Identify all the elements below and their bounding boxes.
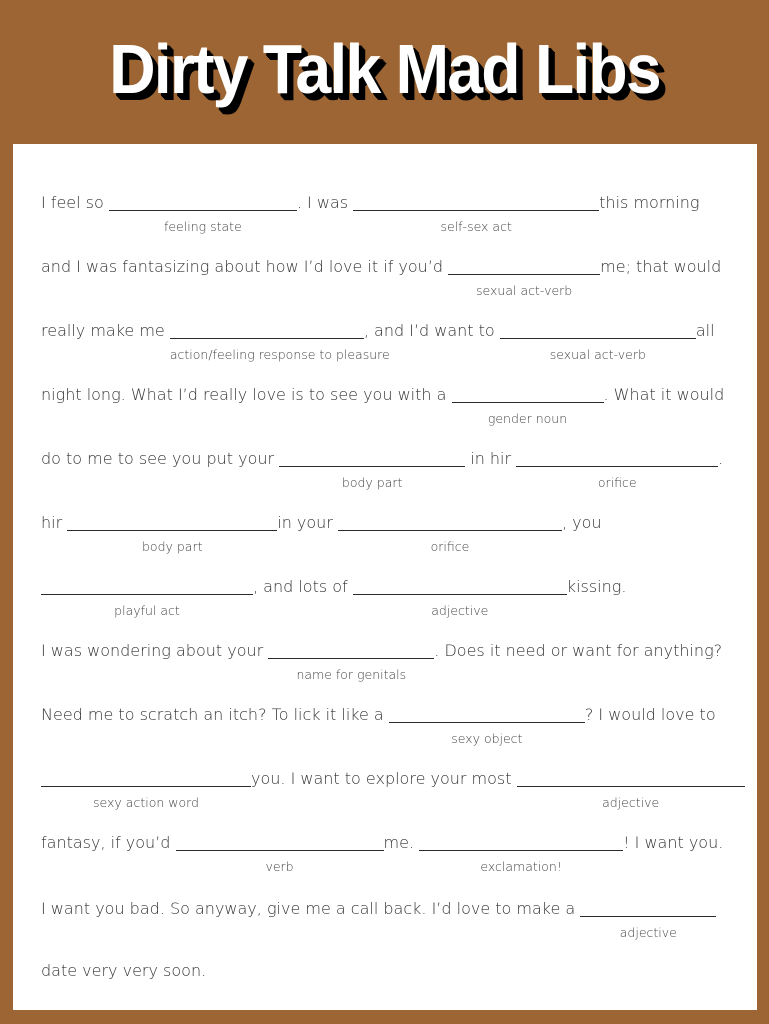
- story-line: [41, 830, 724, 874]
- blank-hint-label: sexy action word: [93, 795, 199, 810]
- blank-hint-label: action/feeling response to pleasure: [169, 347, 390, 362]
- story-text: and I was fantasizing about how I’d love it if you’d: [41, 257, 449, 276]
- blank-hint-label: body part: [141, 539, 203, 554]
- story-text: me; that would: [600, 257, 722, 276]
- blank-hint-label: sexual act-verb: [549, 347, 646, 362]
- story-line: [41, 254, 722, 298]
- story-line: [41, 896, 716, 940]
- fill-in-blank[interactable]: [176, 832, 384, 874]
- blank-hint-label: sexual act-verb: [476, 283, 573, 298]
- story-text: kissing.: [566, 577, 627, 596]
- story-text: all: [695, 321, 715, 340]
- story-text: in your: [277, 513, 338, 532]
- story-text: in hir: [465, 449, 517, 468]
- story-text: ! I want you.: [623, 833, 724, 852]
- story-line: [41, 574, 627, 618]
- blank-hint-label: self-sex act: [440, 219, 512, 234]
- story-line: [41, 446, 724, 490]
- story-text: really make me: [41, 321, 170, 340]
- fill-in-blank[interactable]: [389, 704, 585, 746]
- story-text: Need me to scratch an itch? To lick it like a: [41, 705, 389, 724]
- story-line: [41, 190, 700, 234]
- blank-hint-label: playful act: [114, 603, 180, 618]
- blank-hint-label: body part: [341, 475, 403, 490]
- story-text: , you: [561, 513, 602, 532]
- story-text: fantasy, if you’d: [41, 833, 176, 852]
- blank-hint-label: name for genitals: [296, 667, 407, 682]
- blank-hint-label: verb: [265, 859, 294, 874]
- fill-in-blank[interactable]: [279, 448, 465, 490]
- fill-in-blank[interactable]: [268, 640, 434, 682]
- story-text: ? I would love to: [584, 705, 716, 724]
- fill-in-blank[interactable]: [41, 768, 251, 810]
- fill-in-blank[interactable]: [500, 320, 696, 362]
- story-line: [41, 382, 725, 426]
- story-text: me.: [383, 833, 420, 852]
- blank-hint-label: adjective: [602, 795, 660, 810]
- story-text: I want you bad. So anyway, give me a call back. I’d love to make a: [41, 899, 581, 918]
- mad-libs-panel: [13, 144, 757, 1010]
- story-text: .: [718, 449, 724, 468]
- blank-hint-label: feeling state: [163, 219, 242, 234]
- blank-hint-label: exclamation!: [480, 859, 562, 874]
- fill-in-blank[interactable]: [41, 576, 253, 618]
- blank-hint-label: orifice: [597, 475, 637, 490]
- blank-hint-label: adjective: [619, 925, 677, 940]
- fill-in-blank[interactable]: [516, 448, 718, 490]
- blank-hint-label: orifice: [430, 539, 470, 554]
- story-line: [41, 766, 745, 810]
- blank-hint-label: gender noun: [487, 411, 568, 426]
- fill-in-blank[interactable]: [67, 512, 277, 554]
- fill-in-blank[interactable]: [517, 768, 745, 810]
- story-text: . Does it need or want for anything?: [434, 641, 723, 660]
- story-text: do to me to see you put your: [41, 449, 280, 468]
- story-text: hir: [41, 513, 68, 532]
- page-title: Dirty Talk Mad Libs: [109, 30, 660, 108]
- story-line: [41, 510, 602, 554]
- story-line: [41, 638, 723, 682]
- story-text: I was wondering about your: [41, 641, 269, 660]
- blank-hint-label: sexy object: [451, 731, 523, 746]
- story-line: [41, 318, 715, 362]
- story-text: , and I’d want to: [363, 321, 500, 340]
- fill-in-blank[interactable]: [452, 384, 604, 426]
- fill-in-blank[interactable]: [580, 898, 716, 940]
- story-text: you. I want to explore your most: [251, 769, 517, 788]
- blank-hint-label: adjective: [431, 603, 489, 618]
- story-line: [41, 702, 716, 746]
- story-text: date very very soon.: [41, 961, 207, 980]
- story-text: . What it would: [603, 385, 725, 404]
- story-text: , and lots of: [253, 577, 353, 596]
- story-line: [41, 958, 206, 984]
- fill-in-blank[interactable]: [109, 192, 297, 234]
- fill-in-blank[interactable]: [338, 512, 562, 554]
- fill-in-blank[interactable]: [353, 576, 567, 618]
- fill-in-blank[interactable]: [419, 832, 623, 874]
- fill-in-blank[interactable]: [169, 320, 390, 362]
- story-text: I feel so: [41, 193, 109, 212]
- story-text: this morning: [599, 193, 700, 212]
- fill-in-blank[interactable]: [448, 256, 600, 298]
- story-text: . I was: [296, 193, 354, 212]
- fill-in-blank[interactable]: [353, 192, 599, 234]
- story-text: night long. What I’d really love is to see you with a: [41, 385, 452, 404]
